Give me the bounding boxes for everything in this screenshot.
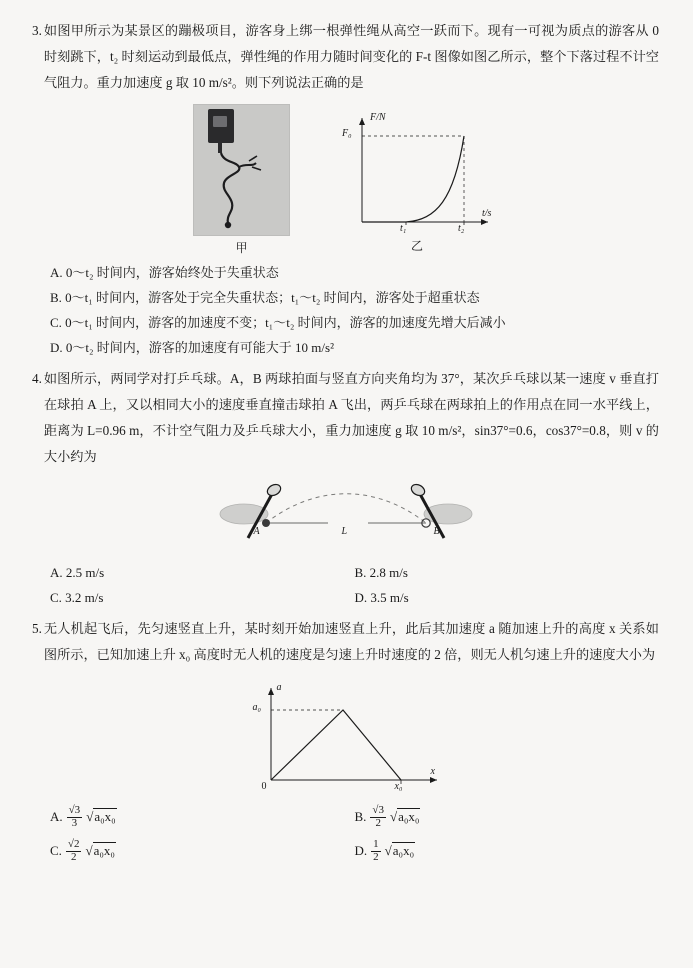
option-5-a-numerator: √3 <box>68 803 81 816</box>
question-4-text: 如图所示，两同学对打乒乓球。A，B 两球拍面与竖直方向夹角均为 37°，某次乒乓球以某一速度 v 垂直打在球拍 A 上，又以相同大小的速度垂直撞击球拍 A 飞出，两乒乓球在两球拍上的作用点在同一水平线上，距离为 L=0.96 m，不计空气阻力及乒乓球大小，重力加速度 g 取 10 m/s²，sin37°=0.6，cos37°=0.8，则 v 的大小约为 <box>43 371 659 464</box>
acceleration-height-chart <box>241 676 451 796</box>
option-5-c-denominator: 2 <box>66 851 82 864</box>
paddle-a-label: A <box>253 526 260 537</box>
option-4-b[interactable]: B. 2.8 m/s <box>354 565 408 580</box>
option-5-b-fraction <box>370 805 386 829</box>
chart-ylabel: F/N <box>370 112 386 123</box>
option-5-d-letter: D. <box>354 843 368 858</box>
option-5-a-letter: A. <box>50 809 63 824</box>
option-5-d-fraction <box>371 839 381 863</box>
question-5 <box>32 616 659 868</box>
option-5-c-fraction <box>66 839 82 863</box>
force-time-chart <box>336 104 498 234</box>
option-5-d-numerator: 1 <box>373 837 379 850</box>
question-3-figure <box>32 104 659 256</box>
option-5-c-radicand: a₀x₀ <box>93 843 115 858</box>
question-3-text: 如图甲所示为某景区的蹦极项目，游客身上绑一根弹性绳从高空一跃而下。现有一可视为质点的游客从 0 时刻跳下，t₂ 时刻运动到最低点，弹性绳的作用力随时间变化的 F-t 图像如图乙所示，整个下落过程不计空气阻力。重力加速度 g 取 10 m/s²。则下列说法正确的是 <box>43 23 659 90</box>
paddle-b-label: B <box>433 526 440 537</box>
option-5-c-sqrt: √a₀x₀ <box>85 843 115 858</box>
bungee-cord-drawing <box>194 105 289 235</box>
question-4-options <box>32 560 659 610</box>
question-5-number: 5. <box>32 621 42 636</box>
chart-xtick-t2: t₂ <box>458 223 465 234</box>
option-5-a-denominator: 3 <box>67 817 83 830</box>
chart-xlabel: t/s <box>482 208 492 219</box>
option-5-c[interactable] <box>50 834 355 868</box>
option-5-a-radicand: a₀x₀ <box>94 809 116 824</box>
option-3-d[interactable]: D. 0～t₂ 时间内，游客的加速度有可能大于 10 m/s² <box>50 340 334 355</box>
question-5-options <box>32 800 659 868</box>
option-3-c[interactable]: C. 0～t₁ 时间内，游客的加速度不变；t₁～t₂ 时间内，游客的加速度先增大后减小 <box>50 315 506 330</box>
option-5-c-letter: C. <box>50 843 62 858</box>
option-5-b-sqrt: √a₀x₀ <box>389 809 420 824</box>
option-5-b[interactable] <box>355 800 660 834</box>
option-5-a-fraction <box>67 805 83 829</box>
chart5-xlabel: x <box>430 766 435 777</box>
table-tennis-diagram <box>196 476 496 554</box>
chart5-origin: 0 <box>261 781 267 792</box>
option-5-d-radicand: a₀x₀ <box>392 843 415 858</box>
chart5-ylabel: a <box>276 682 282 693</box>
distance-label: L <box>341 526 348 537</box>
option-5-b-radicand: a₀x₀ <box>398 809 420 824</box>
question-3-header <box>32 18 659 96</box>
figure-yi-caption: 乙 <box>410 239 423 253</box>
chart5-ytick-a0: a₀ <box>252 702 261 713</box>
option-5-d-denominator: 2 <box>373 850 379 863</box>
question-4 <box>32 366 659 610</box>
question-3-number: 3. <box>32 23 42 38</box>
option-4-c[interactable]: C. 3.2 m/s <box>50 590 104 605</box>
question-3-options <box>32 260 659 360</box>
option-5-a[interactable] <box>50 800 355 834</box>
option-5-c-numerator: √2 <box>67 837 80 850</box>
question-4-header <box>32 366 659 470</box>
question-5-figure <box>32 676 659 796</box>
chart-xtick-t1: t₁ <box>400 223 407 234</box>
question-3 <box>32 18 659 360</box>
question-4-figure <box>32 476 659 554</box>
question-4-number: 4. <box>32 371 42 386</box>
option-3-b[interactable]: B. 0～t₁ 时间内，游客处于完全失重状态；t₁～t₂ 时间内，游客处于超重状态 <box>50 290 480 305</box>
option-5-d-sqrt: √a₀x₀ <box>384 843 415 858</box>
option-5-b-denominator: 2 <box>370 817 386 830</box>
option-5-b-numerator: √3 <box>372 803 384 816</box>
chart5-xtick-x0: x₀ <box>394 781 403 792</box>
chart-ytick-F0: F₀ <box>342 128 352 139</box>
option-3-a[interactable]: A. 0～t₂ 时间内，游客始终处于失重状态 <box>50 265 279 280</box>
option-5-d[interactable] <box>355 834 660 868</box>
option-4-d[interactable]: D. 3.5 m/s <box>354 590 409 605</box>
bungee-photo <box>193 104 290 236</box>
question-5-text: 无人机起飞后，先匀速竖直上升，某时刻开始加速竖直上升，此后其加速度 a 随加速上升的高度 x 关系如图所示，已知加速上升 x₀ 高度时无人机的速度是匀速上升时速度的 2 倍，则无人机匀速上升的速度大小为 <box>43 621 659 662</box>
figure-jia-caption: 甲 <box>235 241 248 255</box>
option-5-a-sqrt: √a₀x₀ <box>86 809 116 824</box>
question-5-header <box>32 616 659 668</box>
option-4-a[interactable]: A. 2.5 m/s <box>50 565 105 580</box>
option-5-b-letter: B. <box>354 809 367 824</box>
figure-jia <box>193 104 290 256</box>
figure-yi <box>336 104 498 254</box>
